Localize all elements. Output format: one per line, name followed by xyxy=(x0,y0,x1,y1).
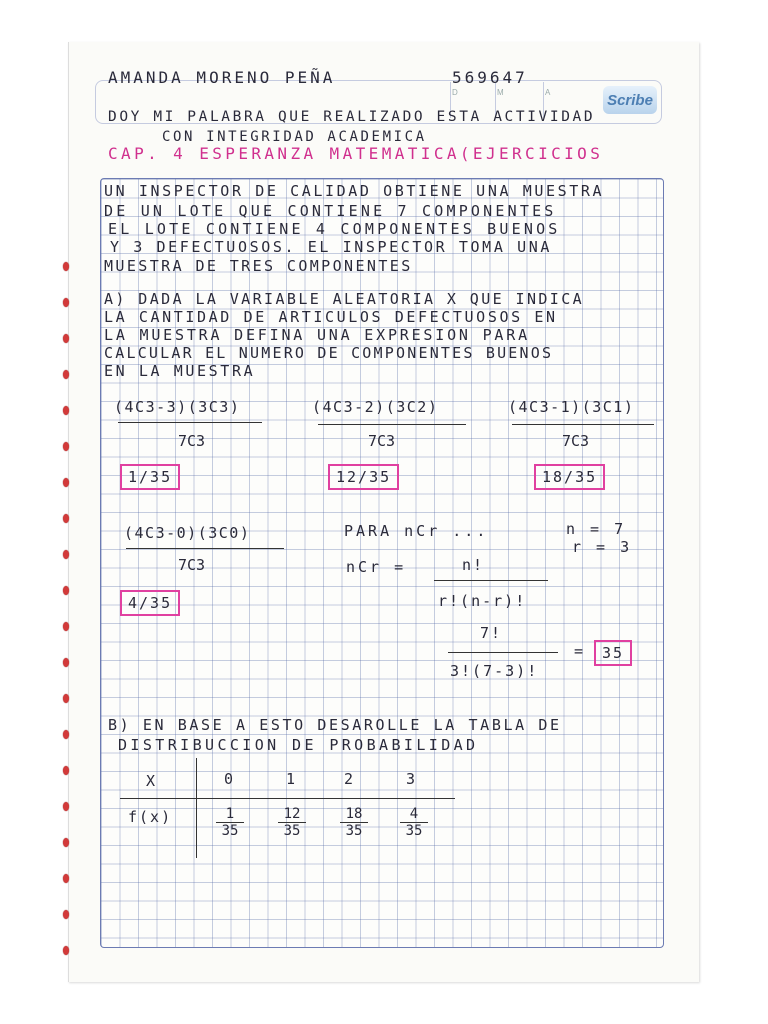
chapter-title: CAP. 4 ESPERANZA MATEMATICA(EJERCICIOS xyxy=(108,144,604,163)
problem-line-3: EL LOTE CONTIENE 4 COMPONENTES BUENOS xyxy=(108,220,561,238)
calc-1-denominator: 7C3 xyxy=(178,432,206,450)
part-a-line-3: LA MUESTRA DEFINA UNA EXPRESION PARA xyxy=(104,326,530,344)
table-fx-0 xyxy=(216,806,244,839)
student-name: AMANDA MORENO PEÑA xyxy=(108,68,336,87)
student-id: 569647 xyxy=(452,68,528,87)
table-fx-3 xyxy=(400,806,428,839)
table-x-3: 3 xyxy=(406,770,416,788)
pledge-line-1: DOY MI PALABRA QUE REALIZADO ESTA ACTIVIDAD xyxy=(108,109,596,125)
calc-2-denominator: 7C3 xyxy=(368,432,396,450)
calc-2-numerator: (4C3-2)(3C2) xyxy=(312,398,439,416)
table-fx-2-denominator: 35 xyxy=(345,823,363,839)
table-fx-1 xyxy=(278,806,306,839)
formula-numerator-1: n! xyxy=(462,556,485,574)
table-fx-2-numerator: 18 xyxy=(340,806,368,823)
scribe-logo: Scribe xyxy=(603,86,657,114)
date-label-year: A xyxy=(545,88,551,97)
problem-line-4: Y 3 DEFECTUOSOS. EL INSPECTOR TOMA UNA xyxy=(110,238,552,256)
part-b-line-1: B) EN BASE A ESTO DESAROLLE LA TABLA DE xyxy=(108,716,562,734)
part-a-line-5: EN LA MUESTRA xyxy=(104,362,256,380)
calc-3-result: 18/35 xyxy=(534,464,605,490)
table-fx-label: f(x) xyxy=(128,808,173,826)
table-x-0: 0 xyxy=(224,770,234,788)
formula-denominator-2: 3!(7-3)! xyxy=(450,662,539,680)
part-a-line-1: A) DADA LA VARIABLE ALEATORIA X QUE INDICA xyxy=(104,290,585,308)
formula-equals: = xyxy=(574,642,584,660)
formula-numerator-2: 7! xyxy=(480,624,503,642)
spiral-binding xyxy=(60,262,70,982)
formula-para: PARA nCr ... xyxy=(344,522,489,540)
formula-r-value: r = 3 xyxy=(572,538,633,556)
calc-2-result: 12/35 xyxy=(328,464,399,490)
table-fx-2 xyxy=(340,806,368,839)
calc-4-numerator: (4C3-0)(3C0) xyxy=(124,524,251,542)
table-divider-horizontal xyxy=(120,798,455,799)
part-a-line-2: LA CANTIDAD DE ARTICULOS DEFECTUOSOS EN xyxy=(104,308,558,326)
calc-1-result: 1/35 xyxy=(120,464,180,490)
table-fx-1-numerator: 12 xyxy=(278,806,306,823)
formula-denominator-1: r!(n-r)! xyxy=(438,592,527,610)
table-x-1: 1 xyxy=(286,770,296,788)
calc-4-result: 4/35 xyxy=(120,590,180,616)
calc-1-numerator: (4C3-3)(3C3) xyxy=(114,398,241,416)
part-b-line-2: DISTRIBUCCION DE PROBABILIDAD xyxy=(118,736,479,754)
table-fx-3-denominator: 35 xyxy=(405,823,423,839)
table-fx-3-numerator: 4 xyxy=(400,806,428,823)
calc-3-numerator: (4C3-1)(3C1) xyxy=(508,398,635,416)
formula-n-value: n = 7 xyxy=(566,520,627,538)
pledge-line-2: CON INTEGRIDAD ACADEMICA xyxy=(162,129,427,145)
formula-result: 35 xyxy=(594,640,632,666)
table-x-label: X xyxy=(146,772,156,790)
formula-ncr: nCr = xyxy=(346,558,407,576)
table-fx-0-denominator: 35 xyxy=(221,823,239,839)
table-fx-1-denominator: 35 xyxy=(283,823,301,839)
problem-line-2: DE UN LOTE QUE CONTIENE 7 COMPONENTES xyxy=(104,202,557,220)
calc-4-denominator: 7C3 xyxy=(178,556,206,574)
part-a-line-4: CALCULAR EL NUMERO DE COMPONENTES BUENOS xyxy=(104,344,554,362)
table-x-2: 2 xyxy=(344,770,354,788)
calc-3-denominator: 7C3 xyxy=(562,432,590,450)
date-label-day: D xyxy=(452,88,458,97)
problem-line-5: MUESTRA DE TRES COMPONENTES xyxy=(104,257,413,275)
problem-line-1: UN INSPECTOR DE CALIDAD OBTIENE UNA MUESTRA xyxy=(104,182,605,200)
table-fx-0-numerator: 1 xyxy=(216,806,244,823)
table-divider-vertical xyxy=(196,758,197,858)
date-label-month: M xyxy=(497,88,504,97)
